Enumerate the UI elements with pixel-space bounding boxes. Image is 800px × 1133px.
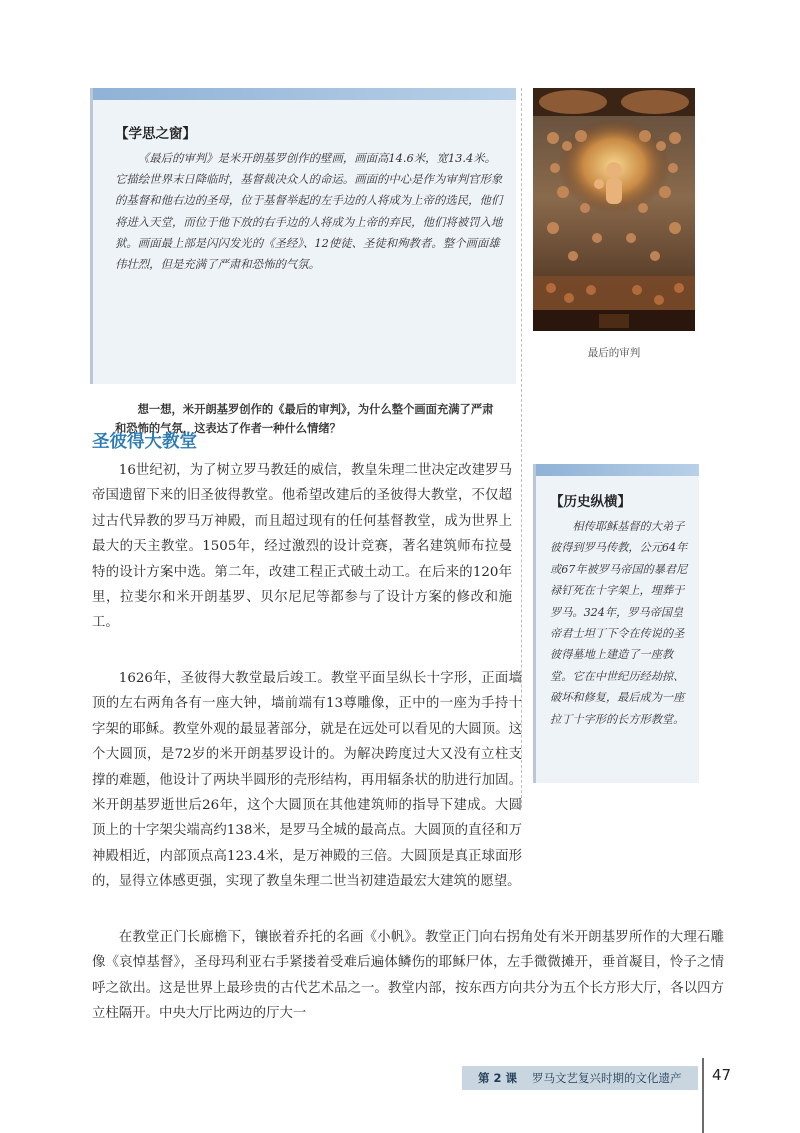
lishi-zongheng-box [533, 464, 699, 783]
paragraph-2: 1626年，圣彼得大教堂最后竣工。教堂平面呈纵长十字形，正面墙顶的左右两角各有一座大钟，墙前端有13尊雕像，正中的一座为手持十字架的耶稣。教堂外观的最显著部分，就是在远处可以看见的大圆顶。这个大圆顶，是72岁的米开朗基罗设计的。为解决跨度过大又没有立柱支撑的难题，他设计了两块半圆形的壳形结构，再用辐条状的肋进行加固。米开朗基罗逝世后26年，这个大圆顶在其他建筑师的指导下建成。大圆顶上的十字架尖端高约138米，是罗马全城的最高点。大圆顶的直径和万神殿相近，内部顶点高123.4米，是万神殿的三倍。大圆顶是真正球面形的，显得立体感更强，实现了教皇朱理二世当初建造最宏大建筑的愿望。 [92, 671, 522, 890]
lishi-box-title: 【历史纵横】 [550, 494, 631, 510]
last-judgment-image [533, 88, 695, 331]
paragraph-3: 在教堂正门长廊檐下，镶嵌着乔托的名画《小帆》。教堂正门向右拐角处有米开朗基罗所作的大理石雕像《哀悼基督》，圣母玛利亚右手紧搂着受难后遍体鳞伤的耶稣尸体，左手微微摊开，垂首凝目，怜子之情呼之欲出。这是世界上最珍贵的古代艺术品之一。教堂内部，按东西方向共分为五个长方形大厅，各以四方立柱隔开。中央大厅比两边的厅大一 [92, 930, 724, 1022]
think-question: 想一想，米开朗基罗创作的《最后的审判》，为什么整个画面充满了严肃和恐怖的气氛，这表达了作者一种什么情绪？ [115, 403, 494, 435]
section-heading: 圣彼得大教堂 [92, 432, 197, 452]
painting-caption: 最后的审判 [587, 347, 641, 359]
footer-lesson: 第 2 课 [478, 1071, 518, 1085]
xuesi-box-title: 【学思之窗】 [115, 126, 196, 142]
xuesi-zhichuang-box [90, 88, 516, 435]
xuesi-box-body: 《最后的审判》是米开朗基罗创作的壁画，画面高14.6米，宽13.4米。它描绘世界末日降临时，基督裁决众人的命运。画面的中心是作为审判官形象的基督和他右边的圣母，位于基督举起的左手边的人将成为上帝的选民，他们将进入天堂，而位于他下放的右手边的人将成为上帝的弃民，他们将被罚入地狱。画面最上部是闪闪发光的《圣经》、12使徒、圣徒和殉教者。整个画面雄伟壮烈，但是充满了严肃和恐怖的气氛。 [115, 151, 503, 272]
footer-divider [702, 1058, 704, 1133]
last-judgment-painting [533, 88, 695, 331]
paragraph-1: 16世纪初，为了树立罗马教廷的威信，教皇朱理二世决定改建罗马帝国遗留下来的旧圣彼得教堂。他希望改建后的圣彼得大教堂，不仅超过古代异教的罗马万神殿，而且超过现有的任何基督教堂，成为世界上最大的天主教堂。1505年，经过激烈的设计竞赛，著名建筑师布拉曼特的设计方案中选。第二年，改建工程正式破土动工。在后来的120年里，拉斐尔和米开朗基罗、贝尔尼尼等都参与了设计方案的修改和施工。 [92, 463, 512, 631]
footer-title: 罗马文艺复兴时期的文化遗产 [532, 1071, 682, 1085]
page-number: 47 [712, 1066, 732, 1084]
lishi-box-body: 相传耶稣基督的大弟子彼得到罗马传教，公元64年或67年被罗马帝国的暴君尼禄钉死在十字架上，埋葬于罗马。324年，罗马帝国皇帝君士坦丁下令在传说的圣彼得墓地上建造了一座教堂。它在中世纪历经劫掠、破坏和修复，最后成为一座拉丁十字形的长方形教堂。 [550, 520, 688, 726]
